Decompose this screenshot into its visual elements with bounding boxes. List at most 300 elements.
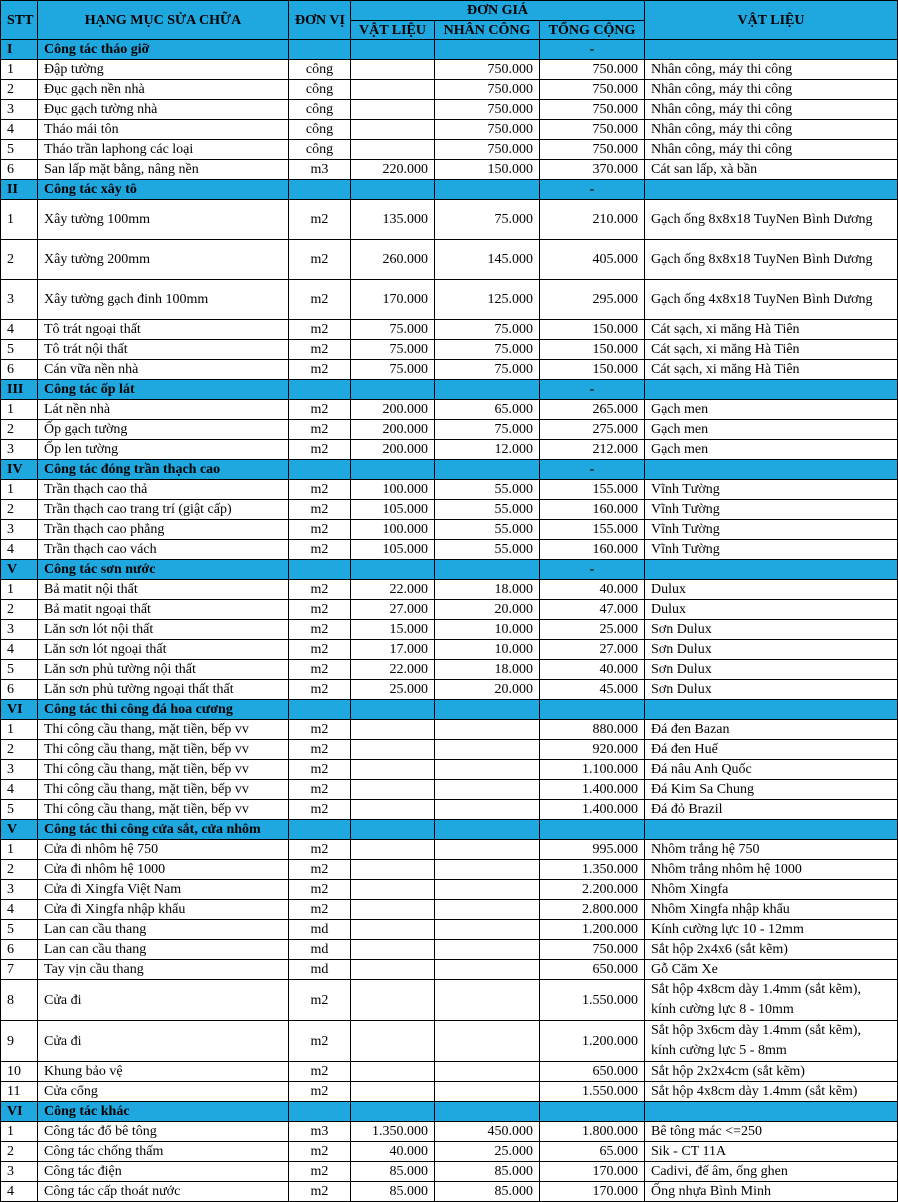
section-total-dash: - (540, 40, 645, 60)
row-material-price (351, 120, 435, 140)
row-unit: m2 (289, 520, 351, 540)
table-row (1, 880, 898, 900)
section-labor-empty (435, 180, 540, 200)
row-material-price (351, 840, 435, 860)
row-number: 3 (1, 520, 38, 540)
section-row (1, 700, 898, 720)
section-number: VI (1, 1102, 38, 1122)
row-material-price (351, 140, 435, 160)
section-title: Công tác ốp lát (38, 380, 289, 400)
row-number: 6 (1, 160, 38, 180)
row-material: Bê tông mác <=250 (645, 1122, 898, 1142)
section-title: Công tác thi công đá hoa cương (38, 700, 289, 720)
row-unit: m2 (289, 1162, 351, 1182)
section-material-price-empty (351, 380, 435, 400)
section-material-empty (645, 40, 898, 60)
row-material: Vĩnh Tường (645, 540, 898, 560)
table-row (1, 900, 898, 920)
row-total-price: 750.000 (540, 140, 645, 160)
table-row (1, 780, 898, 800)
section-material-empty (645, 180, 898, 200)
table-row (1, 800, 898, 820)
row-unit: công (289, 60, 351, 80)
row-material-price: 75.000 (351, 340, 435, 360)
row-material: Sơn Dulux (645, 620, 898, 640)
row-number: 5 (1, 140, 38, 160)
row-number: 5 (1, 800, 38, 820)
row-item-name: Cửa đi nhôm hệ 750 (38, 840, 289, 860)
row-labor-price: 10.000 (435, 640, 540, 660)
row-material: Dulux (645, 600, 898, 620)
row-number: 3 (1, 1162, 38, 1182)
row-total-price: 650.000 (540, 960, 645, 980)
row-item-name: Lăn sơn phủ tường ngoại thất thất (38, 680, 289, 700)
row-item-name: Khung bảo vệ (38, 1062, 289, 1082)
row-unit: m2 (289, 360, 351, 380)
table-row (1, 360, 898, 380)
row-number: 4 (1, 640, 38, 660)
row-unit: m2 (289, 680, 351, 700)
row-material-price (351, 1021, 435, 1062)
row-material: Đá nâu Anh Quốc (645, 760, 898, 780)
table-row (1, 240, 898, 280)
row-material-price (351, 960, 435, 980)
row-item-name: Ốp len tường (38, 440, 289, 460)
row-total-price: 150.000 (540, 320, 645, 340)
section-number: IV (1, 460, 38, 480)
section-unit-empty (289, 180, 351, 200)
row-labor-price (435, 980, 540, 1021)
row-number: 1 (1, 840, 38, 860)
row-number: 4 (1, 780, 38, 800)
row-labor-price (435, 1082, 540, 1102)
table-header (1, 1, 898, 40)
row-total-price: 405.000 (540, 240, 645, 280)
row-material: Cát sạch, xi măng Hà Tiên (645, 340, 898, 360)
row-labor-price: 55.000 (435, 520, 540, 540)
row-labor-price: 750.000 (435, 80, 540, 100)
row-material-price: 27.000 (351, 600, 435, 620)
row-material-price (351, 720, 435, 740)
row-unit: m2 (289, 660, 351, 680)
row-number: 2 (1, 600, 38, 620)
row-unit: m2 (289, 340, 351, 360)
header-material-price: VẬT LIỆU (351, 21, 435, 40)
section-title: Công tác thi công cửa sắt, cửa nhôm (38, 820, 289, 840)
section-labor-empty (435, 700, 540, 720)
row-total-price: 65.000 (540, 1142, 645, 1162)
row-material-price: 22.000 (351, 580, 435, 600)
row-material-price (351, 1062, 435, 1082)
header-unit: ĐƠN VỊ (289, 1, 351, 40)
row-material: Gạch men (645, 420, 898, 440)
row-total-price: 995.000 (540, 840, 645, 860)
row-unit: m2 (289, 720, 351, 740)
row-material-price (351, 800, 435, 820)
section-row (1, 380, 898, 400)
row-number: 1 (1, 580, 38, 600)
table-row (1, 1162, 898, 1182)
row-number: 4 (1, 120, 38, 140)
table-row (1, 580, 898, 600)
row-number: 5 (1, 660, 38, 680)
row-material: Cadivi, đế âm, ống ghen (645, 1162, 898, 1182)
row-labor-price: 20.000 (435, 680, 540, 700)
table-row (1, 500, 898, 520)
header-item: HẠNG MỤC SỬA CHỮA (38, 1, 289, 40)
row-item-name: Trần thạch cao vách (38, 540, 289, 560)
row-total-price: 150.000 (540, 360, 645, 380)
row-labor-price: 85.000 (435, 1162, 540, 1182)
row-total-price: 1.100.000 (540, 760, 645, 780)
row-material: Đá đen Bazan (645, 720, 898, 740)
row-item-name: Thi công cầu thang, mặt tiền, bếp vv (38, 720, 289, 740)
row-material-price: 17.000 (351, 640, 435, 660)
section-row (1, 460, 898, 480)
row-unit: công (289, 140, 351, 160)
row-labor-price: 10.000 (435, 620, 540, 640)
row-item-name: Cửa đi nhôm hệ 1000 (38, 860, 289, 880)
row-total-price: 47.000 (540, 600, 645, 620)
row-labor-price: 75.000 (435, 320, 540, 340)
row-number: 1 (1, 200, 38, 240)
row-material: Vĩnh Tường (645, 480, 898, 500)
row-material-price: 260.000 (351, 240, 435, 280)
row-number: 1 (1, 480, 38, 500)
row-material: Gỗ Căm Xe (645, 960, 898, 980)
section-total-dash: - (540, 380, 645, 400)
table-row (1, 520, 898, 540)
row-unit: m2 (289, 600, 351, 620)
row-labor-price: 145.000 (435, 240, 540, 280)
row-number: 3 (1, 100, 38, 120)
row-item-name: Cán vữa nền nhà (38, 360, 289, 380)
section-row (1, 180, 898, 200)
row-total-price: 170.000 (540, 1162, 645, 1182)
row-item-name: Cửa đi Xingfa nhập khẩu (38, 900, 289, 920)
row-material: Đá đỏ Brazil (645, 800, 898, 820)
row-item-name: Xây tường 100mm (38, 200, 289, 240)
row-item-name: Trần thạch cao trang trí (giật cấp) (38, 500, 289, 520)
row-total-price: 210.000 (540, 200, 645, 240)
row-number: 6 (1, 360, 38, 380)
section-labor-empty (435, 560, 540, 580)
section-title: Công tác sơn nước (38, 560, 289, 580)
table-row (1, 960, 898, 980)
row-labor-price: 125.000 (435, 280, 540, 320)
row-total-price: 1.550.000 (540, 1082, 645, 1102)
table-row (1, 680, 898, 700)
row-labor-price: 18.000 (435, 660, 540, 680)
table-row (1, 1021, 898, 1062)
row-material: Nhôm trắng nhôm hệ 1000 (645, 860, 898, 880)
section-total-dash: - (540, 460, 645, 480)
row-material: Gạch men (645, 400, 898, 420)
row-item-name: Lăn sơn phủ tường nội thất (38, 660, 289, 680)
row-total-price: 650.000 (540, 1062, 645, 1082)
row-item-name: Tô trát nội thất (38, 340, 289, 360)
row-material-price: 15.000 (351, 620, 435, 640)
row-labor-price (435, 1062, 540, 1082)
table-row (1, 440, 898, 460)
row-unit: m2 (289, 860, 351, 880)
row-total-price: 920.000 (540, 740, 645, 760)
row-item-name: Đập tường (38, 60, 289, 80)
row-number: 6 (1, 940, 38, 960)
row-total-price: 370.000 (540, 160, 645, 180)
row-labor-price: 85.000 (435, 1182, 540, 1202)
header-price-group: ĐƠN GIÁ (351, 1, 645, 21)
row-item-name: Công tác cấp thoát nước (38, 1182, 289, 1202)
row-total-price: 155.000 (540, 480, 645, 500)
row-unit: m2 (289, 880, 351, 900)
section-labor-empty (435, 1102, 540, 1122)
section-material-price-empty (351, 180, 435, 200)
section-title: Công tác tháo giỡ (38, 40, 289, 60)
row-material: Cát san lấp, xà bần (645, 160, 898, 180)
row-material-price (351, 920, 435, 940)
section-total-dash: - (540, 560, 645, 580)
row-labor-price: 55.000 (435, 540, 540, 560)
row-unit: m2 (289, 1082, 351, 1102)
row-material-line: kính cường lực 5 - 8mm (651, 1043, 787, 1058)
row-item-name: Cửa đi Xingfa Việt Nam (38, 880, 289, 900)
row-labor-price: 75.000 (435, 340, 540, 360)
row-labor-price (435, 960, 540, 980)
row-item-name: Bả matit nội thất (38, 580, 289, 600)
row-item-name: Lan can cầu thang (38, 940, 289, 960)
row-material-price (351, 940, 435, 960)
row-item-name: Trần thạch cao phẳng (38, 520, 289, 540)
row-material-price: 105.000 (351, 500, 435, 520)
section-title: Công tác khác (38, 1102, 289, 1122)
header-material: VẬT LIỆU (645, 1, 898, 40)
row-material-price (351, 60, 435, 80)
row-item-name: Tay vịn cầu thang (38, 960, 289, 980)
row-material: Vĩnh Tường (645, 520, 898, 540)
row-number: 2 (1, 420, 38, 440)
row-total-price: 40.000 (540, 580, 645, 600)
row-unit: md (289, 920, 351, 940)
section-material-empty (645, 560, 898, 580)
row-item-name: Thi công cầu thang, mặt tiền, bếp vv (38, 760, 289, 780)
section-material-empty (645, 1102, 898, 1122)
row-total-price: 2.800.000 (540, 900, 645, 920)
row-number: 2 (1, 1142, 38, 1162)
row-material-line: Sắt hộp 3x6cm dày 1.4mm (sắt kẽm), (651, 1023, 861, 1038)
row-material-price: 75.000 (351, 320, 435, 340)
row-material-price (351, 860, 435, 880)
row-number: 5 (1, 920, 38, 940)
row-unit: m2 (289, 1182, 351, 1202)
table-row (1, 740, 898, 760)
row-labor-price (435, 940, 540, 960)
row-number: 2 (1, 240, 38, 280)
row-material: Ống nhựa Bình Minh (645, 1182, 898, 1202)
row-material: Vĩnh Tường (645, 500, 898, 520)
row-material: Gạch ống 8x8x18 TuyNen Bình Dương (645, 200, 898, 240)
row-unit: m2 (289, 240, 351, 280)
row-unit: m2 (289, 1021, 351, 1062)
row-unit: m2 (289, 640, 351, 660)
section-number: V (1, 820, 38, 840)
row-material-price (351, 80, 435, 100)
row-material: Sơn Dulux (645, 660, 898, 680)
row-item-name: Lát nền nhà (38, 400, 289, 420)
section-number: I (1, 40, 38, 60)
row-unit: m3 (289, 160, 351, 180)
section-number: III (1, 380, 38, 400)
row-unit: m2 (289, 480, 351, 500)
row-item-name: Cửa cổng (38, 1082, 289, 1102)
row-labor-price: 75.000 (435, 420, 540, 440)
section-unit-empty (289, 1102, 351, 1122)
row-total-price: 25.000 (540, 620, 645, 640)
table-row (1, 480, 898, 500)
row-unit: m2 (289, 1142, 351, 1162)
row-unit: md (289, 940, 351, 960)
section-title: Công tác đóng trần thạch cao (38, 460, 289, 480)
row-material-price (351, 900, 435, 920)
section-row (1, 560, 898, 580)
section-unit-empty (289, 460, 351, 480)
row-total-price: 1.200.000 (540, 920, 645, 940)
table-row (1, 860, 898, 880)
row-number: 3 (1, 880, 38, 900)
section-title: Công tác xây tô (38, 180, 289, 200)
row-number: 6 (1, 680, 38, 700)
row-number: 8 (1, 980, 38, 1021)
row-unit: m2 (289, 200, 351, 240)
header-labor: NHÂN CÔNG (435, 21, 540, 40)
row-labor-price: 75.000 (435, 360, 540, 380)
table-row (1, 640, 898, 660)
table-row (1, 160, 898, 180)
row-material-price (351, 1082, 435, 1102)
row-total-price: 275.000 (540, 420, 645, 440)
row-total-price: 170.000 (540, 1182, 645, 1202)
row-labor-price: 55.000 (435, 480, 540, 500)
row-labor-price: 65.000 (435, 400, 540, 420)
row-material-price: 100.000 (351, 520, 435, 540)
row-number: 1 (1, 400, 38, 420)
header-stt: STT (1, 1, 38, 40)
row-material-price: 22.000 (351, 660, 435, 680)
row-labor-price: 750.000 (435, 100, 540, 120)
row-number: 2 (1, 860, 38, 880)
section-labor-empty (435, 820, 540, 840)
row-number: 1 (1, 720, 38, 740)
row-total-price: 1.400.000 (540, 780, 645, 800)
row-material: Sơn Dulux (645, 640, 898, 660)
row-material-price: 1.350.000 (351, 1122, 435, 1142)
row-number: 1 (1, 1122, 38, 1142)
row-item-name: Cửa đi (38, 980, 289, 1021)
row-item-name: Ốp gạch tường (38, 420, 289, 440)
row-number: 2 (1, 80, 38, 100)
row-unit: m2 (289, 280, 351, 320)
row-material-price: 200.000 (351, 400, 435, 420)
section-unit-empty (289, 820, 351, 840)
table-row (1, 140, 898, 160)
row-labor-price: 150.000 (435, 160, 540, 180)
table-row (1, 80, 898, 100)
row-material-price: 100.000 (351, 480, 435, 500)
row-material: Cát sạch, xi măng Hà Tiên (645, 360, 898, 380)
section-total-dash (540, 1102, 645, 1122)
row-total-price: 160.000 (540, 500, 645, 520)
row-unit: m2 (289, 800, 351, 820)
row-total-price: 750.000 (540, 940, 645, 960)
row-total-price: 40.000 (540, 660, 645, 680)
section-row (1, 1102, 898, 1122)
row-total-price: 880.000 (540, 720, 645, 740)
row-labor-price: 25.000 (435, 1142, 540, 1162)
row-unit: m2 (289, 500, 351, 520)
row-labor-price (435, 740, 540, 760)
row-number: 4 (1, 900, 38, 920)
row-unit: md (289, 960, 351, 980)
row-material-line: Sắt hộp 4x8cm dày 1.4mm (sắt kẽm), (651, 982, 861, 997)
row-material: Sắt hộp 2x4x6 (sắt kẽm) (645, 940, 898, 960)
section-row (1, 40, 898, 60)
row-item-name: Tô trát ngoại thất (38, 320, 289, 340)
row-total-price: 1.800.000 (540, 1122, 645, 1142)
row-item-name: Lăn sơn lót nội thất (38, 620, 289, 640)
row-labor-price (435, 900, 540, 920)
row-material: Nhân công, máy thi công (645, 140, 898, 160)
row-unit: m2 (289, 740, 351, 760)
table-row (1, 1182, 898, 1202)
row-total-price: 150.000 (540, 340, 645, 360)
row-item-name: Công tác điện (38, 1162, 289, 1182)
row-labor-price (435, 840, 540, 860)
row-material: Gạch ống 8x8x18 TuyNen Bình Dương (645, 240, 898, 280)
row-material: Đá đen Huế (645, 740, 898, 760)
row-total-price: 750.000 (540, 80, 645, 100)
row-total-price: 160.000 (540, 540, 645, 560)
row-unit: m2 (289, 780, 351, 800)
row-total-price: 155.000 (540, 520, 645, 540)
section-unit-empty (289, 40, 351, 60)
row-number: 4 (1, 320, 38, 340)
row-unit: m2 (289, 540, 351, 560)
row-material-price: 200.000 (351, 420, 435, 440)
row-number: 11 (1, 1082, 38, 1102)
row-labor-price: 18.000 (435, 580, 540, 600)
table-row (1, 620, 898, 640)
table-row (1, 980, 898, 1021)
table-row (1, 320, 898, 340)
row-item-name: Công tác chống thấm (38, 1142, 289, 1162)
table-row (1, 540, 898, 560)
table-row (1, 720, 898, 740)
row-total-price: 45.000 (540, 680, 645, 700)
row-material: Sik - CT 11A (645, 1142, 898, 1162)
row-labor-price (435, 800, 540, 820)
row-unit: m2 (289, 420, 351, 440)
row-item-name: Xây tường 200mm (38, 240, 289, 280)
row-number: 3 (1, 280, 38, 320)
row-labor-price (435, 860, 540, 880)
row-unit: m2 (289, 900, 351, 920)
table-row (1, 940, 898, 960)
row-unit: m2 (289, 580, 351, 600)
row-unit: m2 (289, 980, 351, 1021)
row-number: 2 (1, 740, 38, 760)
row-labor-price (435, 720, 540, 740)
section-labor-empty (435, 460, 540, 480)
